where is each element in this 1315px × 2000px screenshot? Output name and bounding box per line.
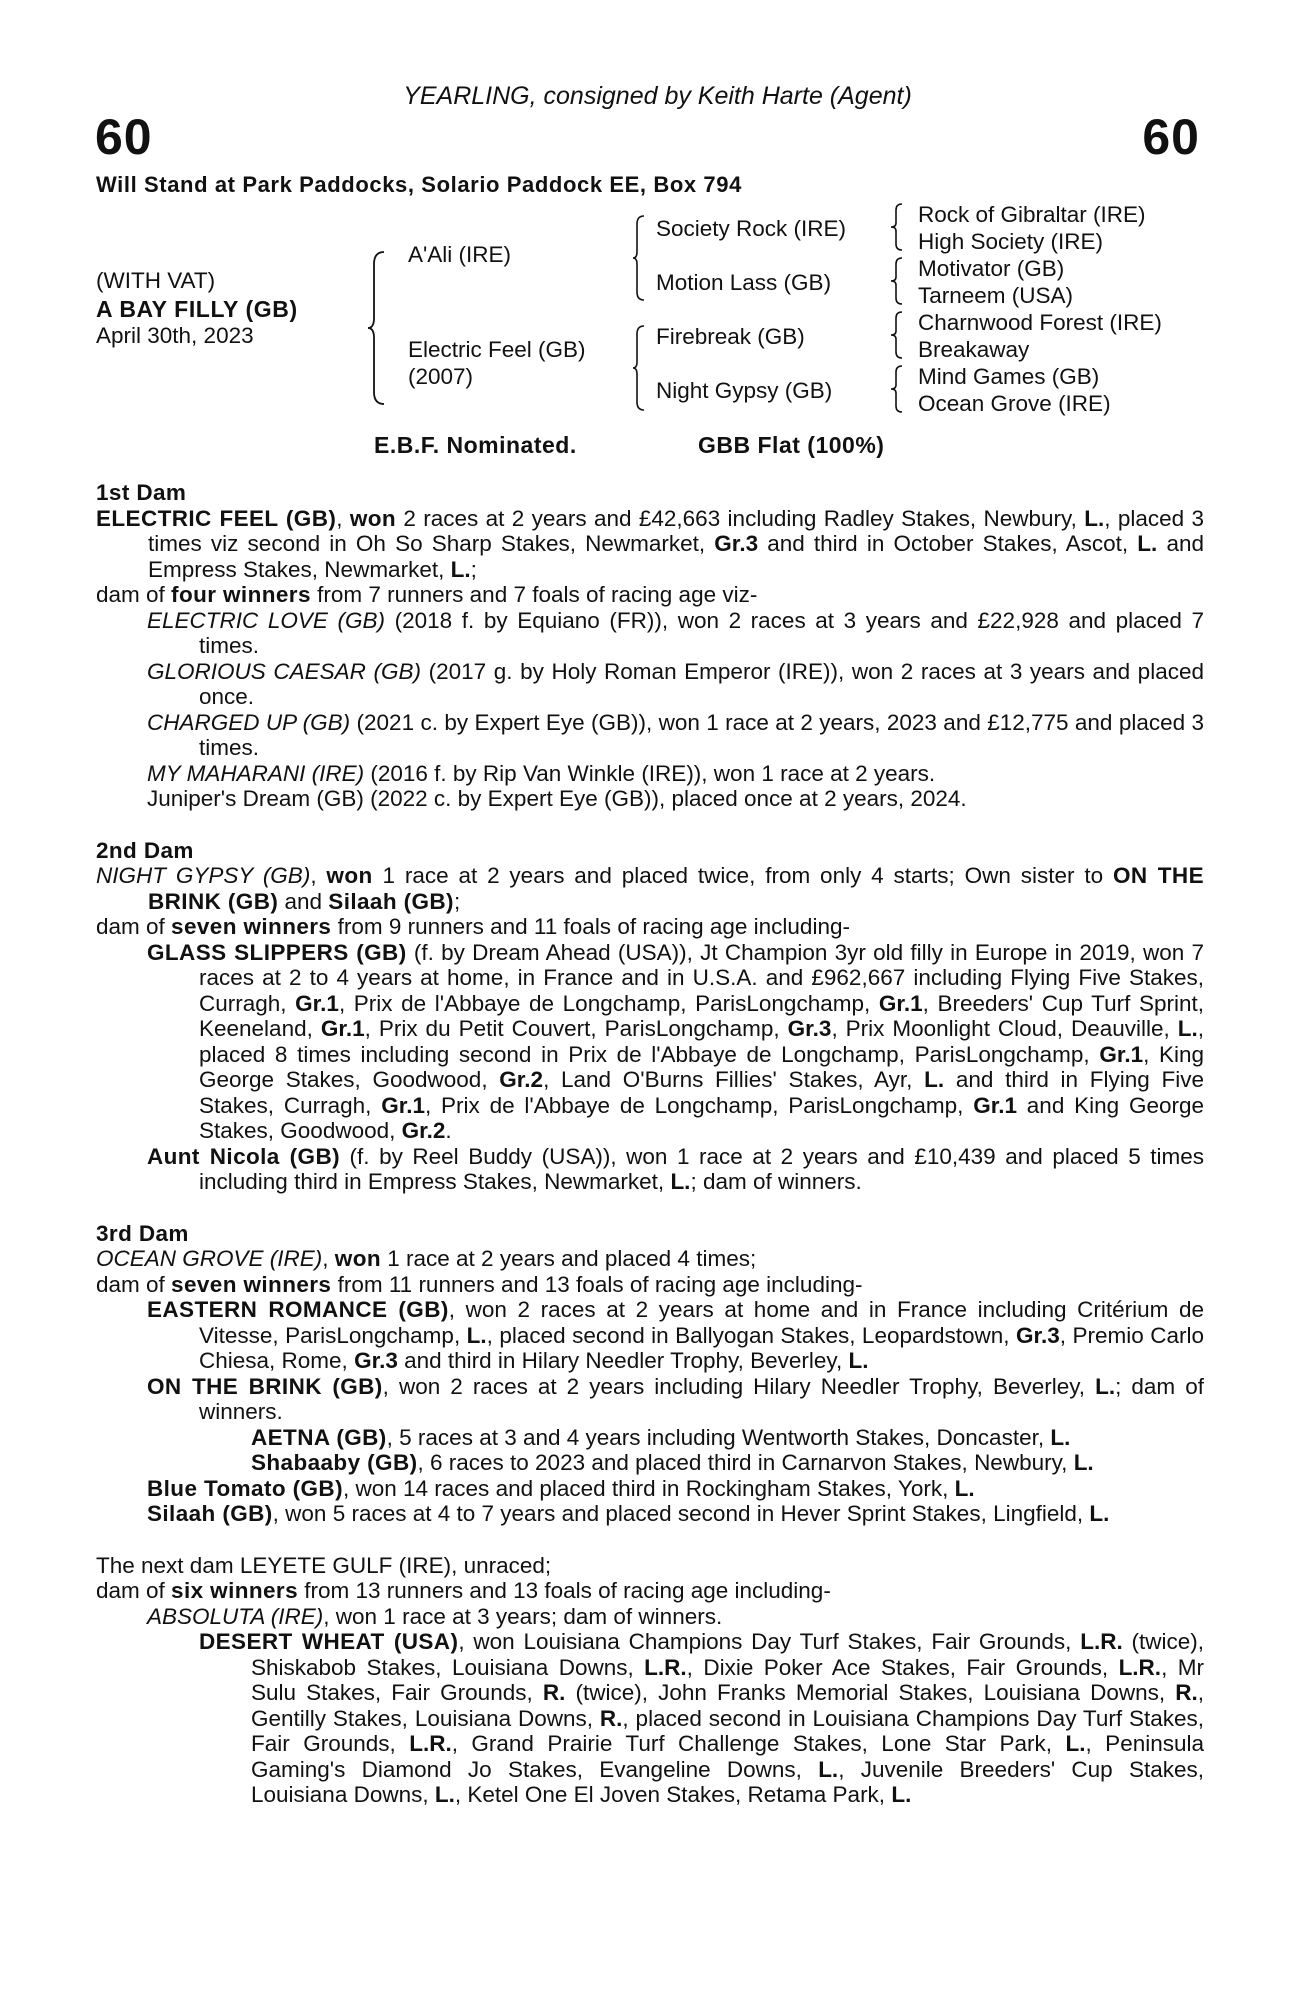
sire-brace — [632, 214, 646, 302]
foal-entry: CHARGED UP (GB) (2021 c. by Expert Eye (GB)), won 1 race at 2 years, 2023 and £12,775 and placed 3 times. — [147, 709, 1204, 760]
dam-dam: Night Gypsy (GB) — [656, 378, 833, 403]
dds: Mind Games (GB) — [918, 364, 1100, 389]
foal-entry: ELECTRIC LOVE (GB) (2018 f. by Equiano (FR)), won 2 races at 3 years and £22,928 and placed 7 times. — [147, 607, 1205, 658]
catalogue-body — [96, 480, 1204, 1808]
produce-entry: Silaah (GB), won 5 races at 4 to 7 years and placed second in Hever Sprint Stakes, Lingfield, L. — [147, 1501, 1110, 1526]
lot-number-right: 60 — [1142, 109, 1200, 165]
foal-entry: Juniper's Dream (GB) (2022 c. by Expert Eye (GB)), placed once at 2 years, 2024. — [147, 786, 967, 811]
produce-entry: Aunt Nicola (GB) (f. by Reel Buddy (USA)), won 1 race at 2 years and £10,439 and placed 5 times including third in Empress Stakes, Newmarket, L.; dam of winners. — [147, 1143, 1205, 1194]
sdd: Tarneem (USA) — [918, 283, 1074, 308]
ebf-nominated: E.B.F. Nominated. — [374, 432, 577, 458]
sds: Motivator (GB) — [918, 256, 1065, 281]
next-dam-line: The next dam LEYETE GULF (IRE), unraced; — [96, 1552, 552, 1578]
ss-brace — [890, 202, 904, 252]
sire-sire: Society Rock (IRE) — [656, 216, 847, 241]
dam-record: OCEAN GROVE (IRE), won 1 race at 2 years and placed 4 times; — [96, 1246, 757, 1271]
vat-label: (WITH VAT) — [96, 268, 216, 293]
produce-entry: AETNA (GB), 5 races at 3 and 4 years including Wentworth Stakes, Doncaster, L. — [251, 1424, 1071, 1450]
next-dam-section — [96, 1553, 1204, 1808]
dam-record: ELECTRIC FEEL (GB), won 2 races at 2 years and £42,663 including Radley Stakes, Newbury, L., placed 3 times viz second in Oh So Sharp Stakes, Newmarket, Gr.3 and third in October Stakes, Ascot, L. and Empress Stakes, Newmarket, L.; — [96, 505, 1204, 582]
gbb-flat: GBB Flat (100%) — [698, 432, 885, 458]
sss: Rock of Gibraltar (IRE) — [918, 202, 1146, 227]
produce-summary: dam of seven winners from 9 runners and 11 foals of racing age including- — [96, 914, 850, 939]
produce-entry: ON THE BRINK (GB), won 2 races at 2 years including Hilary Needler Trophy, Beverley, L.; dam of winners. — [147, 1373, 1204, 1424]
stand-location: Will Stand at Park Paddocks, Solario Paddock EE, Box 794 — [96, 172, 742, 197]
dam-name: Electric Feel (GB) — [408, 337, 586, 362]
produce-summary: dam of seven winners from 11 runners and 13 foals of racing age including- — [96, 1271, 863, 1297]
section-title: 2nd Dam — [96, 837, 194, 863]
third-dam-section — [96, 1221, 1204, 1527]
section-title: 3rd Dam — [96, 1220, 189, 1246]
first-dam-section — [96, 480, 1204, 812]
ds-brace — [890, 310, 904, 360]
dam-brace — [632, 324, 646, 412]
foaling-date: April 30th, 2023 — [96, 323, 254, 348]
section-title: 1st Dam — [96, 480, 187, 505]
produce-entry: Blue Tomato (GB), won 14 races and placed third in Rockingham Stakes, York, L. — [147, 1475, 975, 1501]
consignment-line: YEARLING, consigned by Keith Harte (Agent) — [403, 82, 912, 110]
sire-dam: Motion Lass (GB) — [656, 270, 832, 295]
produce-summary: dam of six winners from 13 runners and 13 foals of racing age including- — [96, 1578, 831, 1603]
produce-entry: ABSOLUTA (IRE), won 1 race at 3 years; dam of winners. — [147, 1603, 723, 1629]
dd-brace — [890, 364, 904, 414]
ssd: High Society (IRE) — [918, 229, 1104, 254]
produce-entry: DESERT WHEAT (USA), won Louisiana Champions Day Turf Stakes, Fair Grounds, L.R. (twice), Shiskabob Stakes, Louisiana Downs, L.R., Dixie Poker Ace Stakes, Fair Grounds, L.R., Mr Sulu Stakes, Fair Grounds, R. (twice), John Franks Memorial Stakes, Louisiana Downs, R., Gentilly Stakes, Louisiana Downs, R., placed second in Louisiana Champions Day Turf Stakes, Fair Grounds, L.R., Grand Prairie Turf Challenge Stakes, Lone Star Park, L., Peninsula Gaming's Diamond Jo Stakes, Evangeline Downs, L., Juvenile Breeders' Cup Stakes, Louisiana Downs, L., Ketel One El Joven Stakes, Retama Park, L. — [199, 1629, 1205, 1807]
ddd: Ocean Grove (IRE) — [918, 391, 1111, 416]
dam-record: NIGHT GYPSY (GB), won 1 race at 2 years and placed twice, from only 4 starts; Own sister to ON THE BRINK (GB) and Silaah (GB); — [96, 863, 1204, 914]
produce-summary: dam of four winners from 7 runners and 7 foals of racing age viz- — [96, 582, 758, 607]
dsd: Breakaway — [918, 337, 1030, 362]
dam-year: (2007) — [408, 364, 474, 389]
foal-entry: GLORIOUS CAESAR (GB) (2017 g. by Holy Roman Emperor (IRE)), won 2 races at 3 years and placed once. — [147, 658, 1204, 709]
foal-entry: MY MAHARANI (IRE) (2016 f. by Rip Van Winkle (IRE)), won 1 race at 2 years. — [147, 760, 936, 786]
produce-entry: GLASS SLIPPERS (GB) (f. by Dream Ahead (USA)), Jt Champion 3yr old filly in Europe in 2019, won 7 races at 2 to 4 years at home, in France and in U.S.A. and £962,667 including Flying Five Stakes, Curragh, Gr.1, Prix de l'Abbaye de Longchamp, ParisLongchamp, Gr.1, Breeders' Cup Turf Sprint, Keeneland, Gr.1, Prix du Petit Couvert, ParisLongchamp, Gr.3, Prix Moonlight Cloud, Deauville, L., placed 8 times including second in Prix de l'Abbaye de Longchamp, ParisLongchamp, Gr.1, King George Stakes, Goodwood, Gr.2, Land O'Burns Fillies' Stakes, Ayr, L. and third in Flying Five Stakes, Curragh, Gr.1, Prix de l'Abbaye de Longchamp, ParisLongchamp, Gr.1 and King George Stakes, Goodwood, Gr.2. — [147, 939, 1205, 1143]
sire-name: A'Ali (IRE) — [408, 242, 512, 267]
dam-sire: Firebreak (GB) — [656, 324, 805, 349]
sd-brace — [890, 256, 904, 306]
sire-dam-brace — [366, 250, 388, 406]
lot-number-left: 60 — [95, 109, 153, 165]
second-dam-section — [96, 838, 1204, 1195]
produce-entry: Shabaaby (GB), 6 races to 2023 and placed third in Carnarvon Stakes, Newbury, L. — [251, 1450, 1094, 1475]
horse-title: A BAY FILLY (GB) — [96, 296, 298, 322]
dss: Charnwood Forest (IRE) — [918, 310, 1162, 335]
dam-name: ELECTRIC FEEL (GB) — [96, 505, 337, 531]
produce-entry: EASTERN ROMANCE (GB), won 2 races at 2 years at home and in France including Critérium de Vitesse, ParisLongchamp, L., placed second in Ballyogan Stakes, Leopardstown, Gr.3, Premio Carlo Chiesa, Rome, Gr.3 and third in Hilary Needler Trophy, Beverley, L. — [147, 1297, 1205, 1373]
